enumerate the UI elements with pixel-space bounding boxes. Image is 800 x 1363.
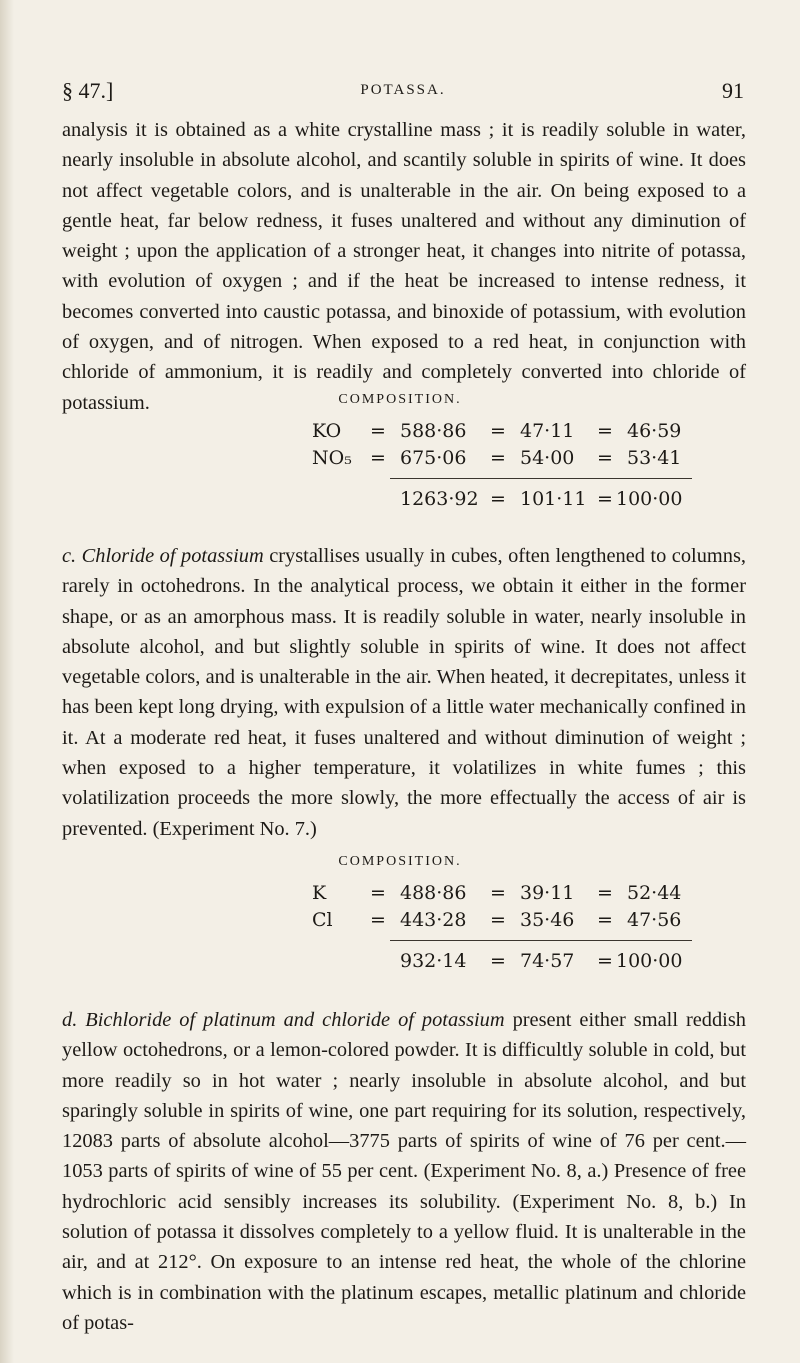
equals-sign: = [490, 447, 506, 469]
equals-sign: = [597, 420, 613, 442]
item-label: c. [62, 545, 77, 567]
paragraph-chloride-of-potassium [62, 541, 746, 844]
running-header [62, 78, 744, 108]
equals-sign: = [597, 488, 613, 510]
sum-rule [390, 940, 692, 941]
paragraph-body: present either small reddish yellow octohedrons, or a lemon-colored powder. It is difficultly soluble in cold, but more readily so in hot water ; nearly insoluble in absolute alcohol, and but sparingly soluble in spirits of wine, one part requiring for its solution, respectively, 12083 parts of absolute alcohol—3775 parts of spirits of wine of 76 per cent.—1053 parts of spirits of wine of 55 per cent. (Experiment No. 8, a.) Presence of free hydrochloric acid sensibly increases its solubility. (Experiment No. 8, b.) In solution of potassa it dissolves completely to a yellow fluid. It is unalterable in the air, and at 212°. On exposure to an intense red heat, the whole of the chlorine which is in combination with the platinum escapes, metallic platinum and chloride of potas- [62, 1009, 746, 1334]
equals-sign: = [370, 882, 386, 904]
total-cell: 100·00 [616, 488, 683, 510]
composition-table-2 [312, 882, 683, 1002]
equals-sign: = [490, 909, 506, 931]
value-cell: 54·00 [520, 447, 575, 469]
equals-sign: = [597, 447, 613, 469]
total-cell: 100·00 [616, 950, 683, 972]
paragraph-body: crystallises usually in cubes, often lengthened to columns, rarely in octohedrons. In the analytical process, we obtain it either in the former shape, or as an amorphous mass. It is readily soluble in water, nearly insoluble in absolute alcohol, and but slightly soluble in spirits of wine. It does not affect vegetable colors, and is unalterable in the air. When heated, it decrepitates, unless it has been kept long drying, with expulsion of a little water mechanically confined in it. At a moderate red heat, it fuses unaltered and without diminution of weight ; when exposed to a higher temperature, it volatilizes in white fumes ; this volatilization proceeds the more slowly, the more effectually the access of air is prevented. (Experiment No. 7.) [62, 545, 746, 840]
total-cell: 74·57 [520, 950, 575, 972]
total-cell: 101·11 [520, 488, 587, 510]
section-number: § 47.] [62, 78, 114, 103]
item-label: d. [62, 1009, 78, 1031]
value-cell: 35·46 [520, 909, 575, 931]
formula-cell: Cl [312, 909, 333, 931]
value-cell: 39·11 [520, 882, 575, 904]
equals-sign: = [490, 950, 506, 972]
equals-sign: = [490, 882, 506, 904]
equals-sign: = [597, 909, 613, 931]
value-cell: 675·06 [400, 447, 467, 469]
value-cell: 47·56 [627, 909, 682, 931]
equals-sign: = [597, 882, 613, 904]
total-cell: 1263·92 [400, 488, 479, 510]
formula-cell: NO₅ [312, 447, 352, 469]
formula-cell: KO [312, 420, 342, 442]
equals-sign: = [370, 909, 386, 931]
value-cell: 53·41 [627, 447, 682, 469]
subject-title: Bichloride of platinum and chloride of potassium [85, 1009, 505, 1031]
page-edge-shadow [0, 0, 14, 1363]
composition-heading-1: COMPOSITION. [338, 392, 462, 407]
value-cell: 588·86 [400, 420, 467, 442]
equals-sign: = [370, 447, 386, 469]
composition-heading-2: COMPOSITION. [338, 854, 462, 869]
equals-sign: = [490, 488, 506, 510]
paragraph-nitrate-properties: analysis it is obtained as a white crystalline mass ; it is readily soluble in water, nearly insoluble in absolute alcohol, and scantily soluble in spirits of wine. It does not affect vegetable colors, and is unalterable in the air. On being exposed to a gentle heat, far below redness, it fuses unaltered and without any diminution of weight ; upon the application of a stronger heat, it changes into nitrite of potassa, with evolution of oxygen ; and if the heat be increased to intense redness, it becomes converted into caustic potassa, and binoxide of potassium, with evolution of oxygen, and of nitrogen. When exposed to a red heat, in conjunction with chloride of ammonium, it is readily and completely converted into chloride of potassium. [62, 119, 746, 414]
subject-title: Chloride of potassium [81, 545, 264, 567]
equals-sign: = [597, 950, 613, 972]
equals-sign: = [370, 420, 386, 442]
value-cell: 443·28 [400, 909, 467, 931]
value-cell: 46·59 [627, 420, 682, 442]
paragraph-bichloride-of-platinum [62, 1005, 746, 1338]
page-number: 91 [722, 78, 744, 103]
sum-rule [390, 478, 692, 479]
total-cell: 932·14 [400, 950, 467, 972]
composition-table-1 [312, 420, 683, 540]
page-title: POTASSA. [360, 82, 446, 98]
formula-cell: K [312, 882, 327, 904]
value-cell: 488·86 [400, 882, 467, 904]
equals-sign: = [490, 420, 506, 442]
value-cell: 47·11 [520, 420, 575, 442]
value-cell: 52·44 [627, 882, 682, 904]
